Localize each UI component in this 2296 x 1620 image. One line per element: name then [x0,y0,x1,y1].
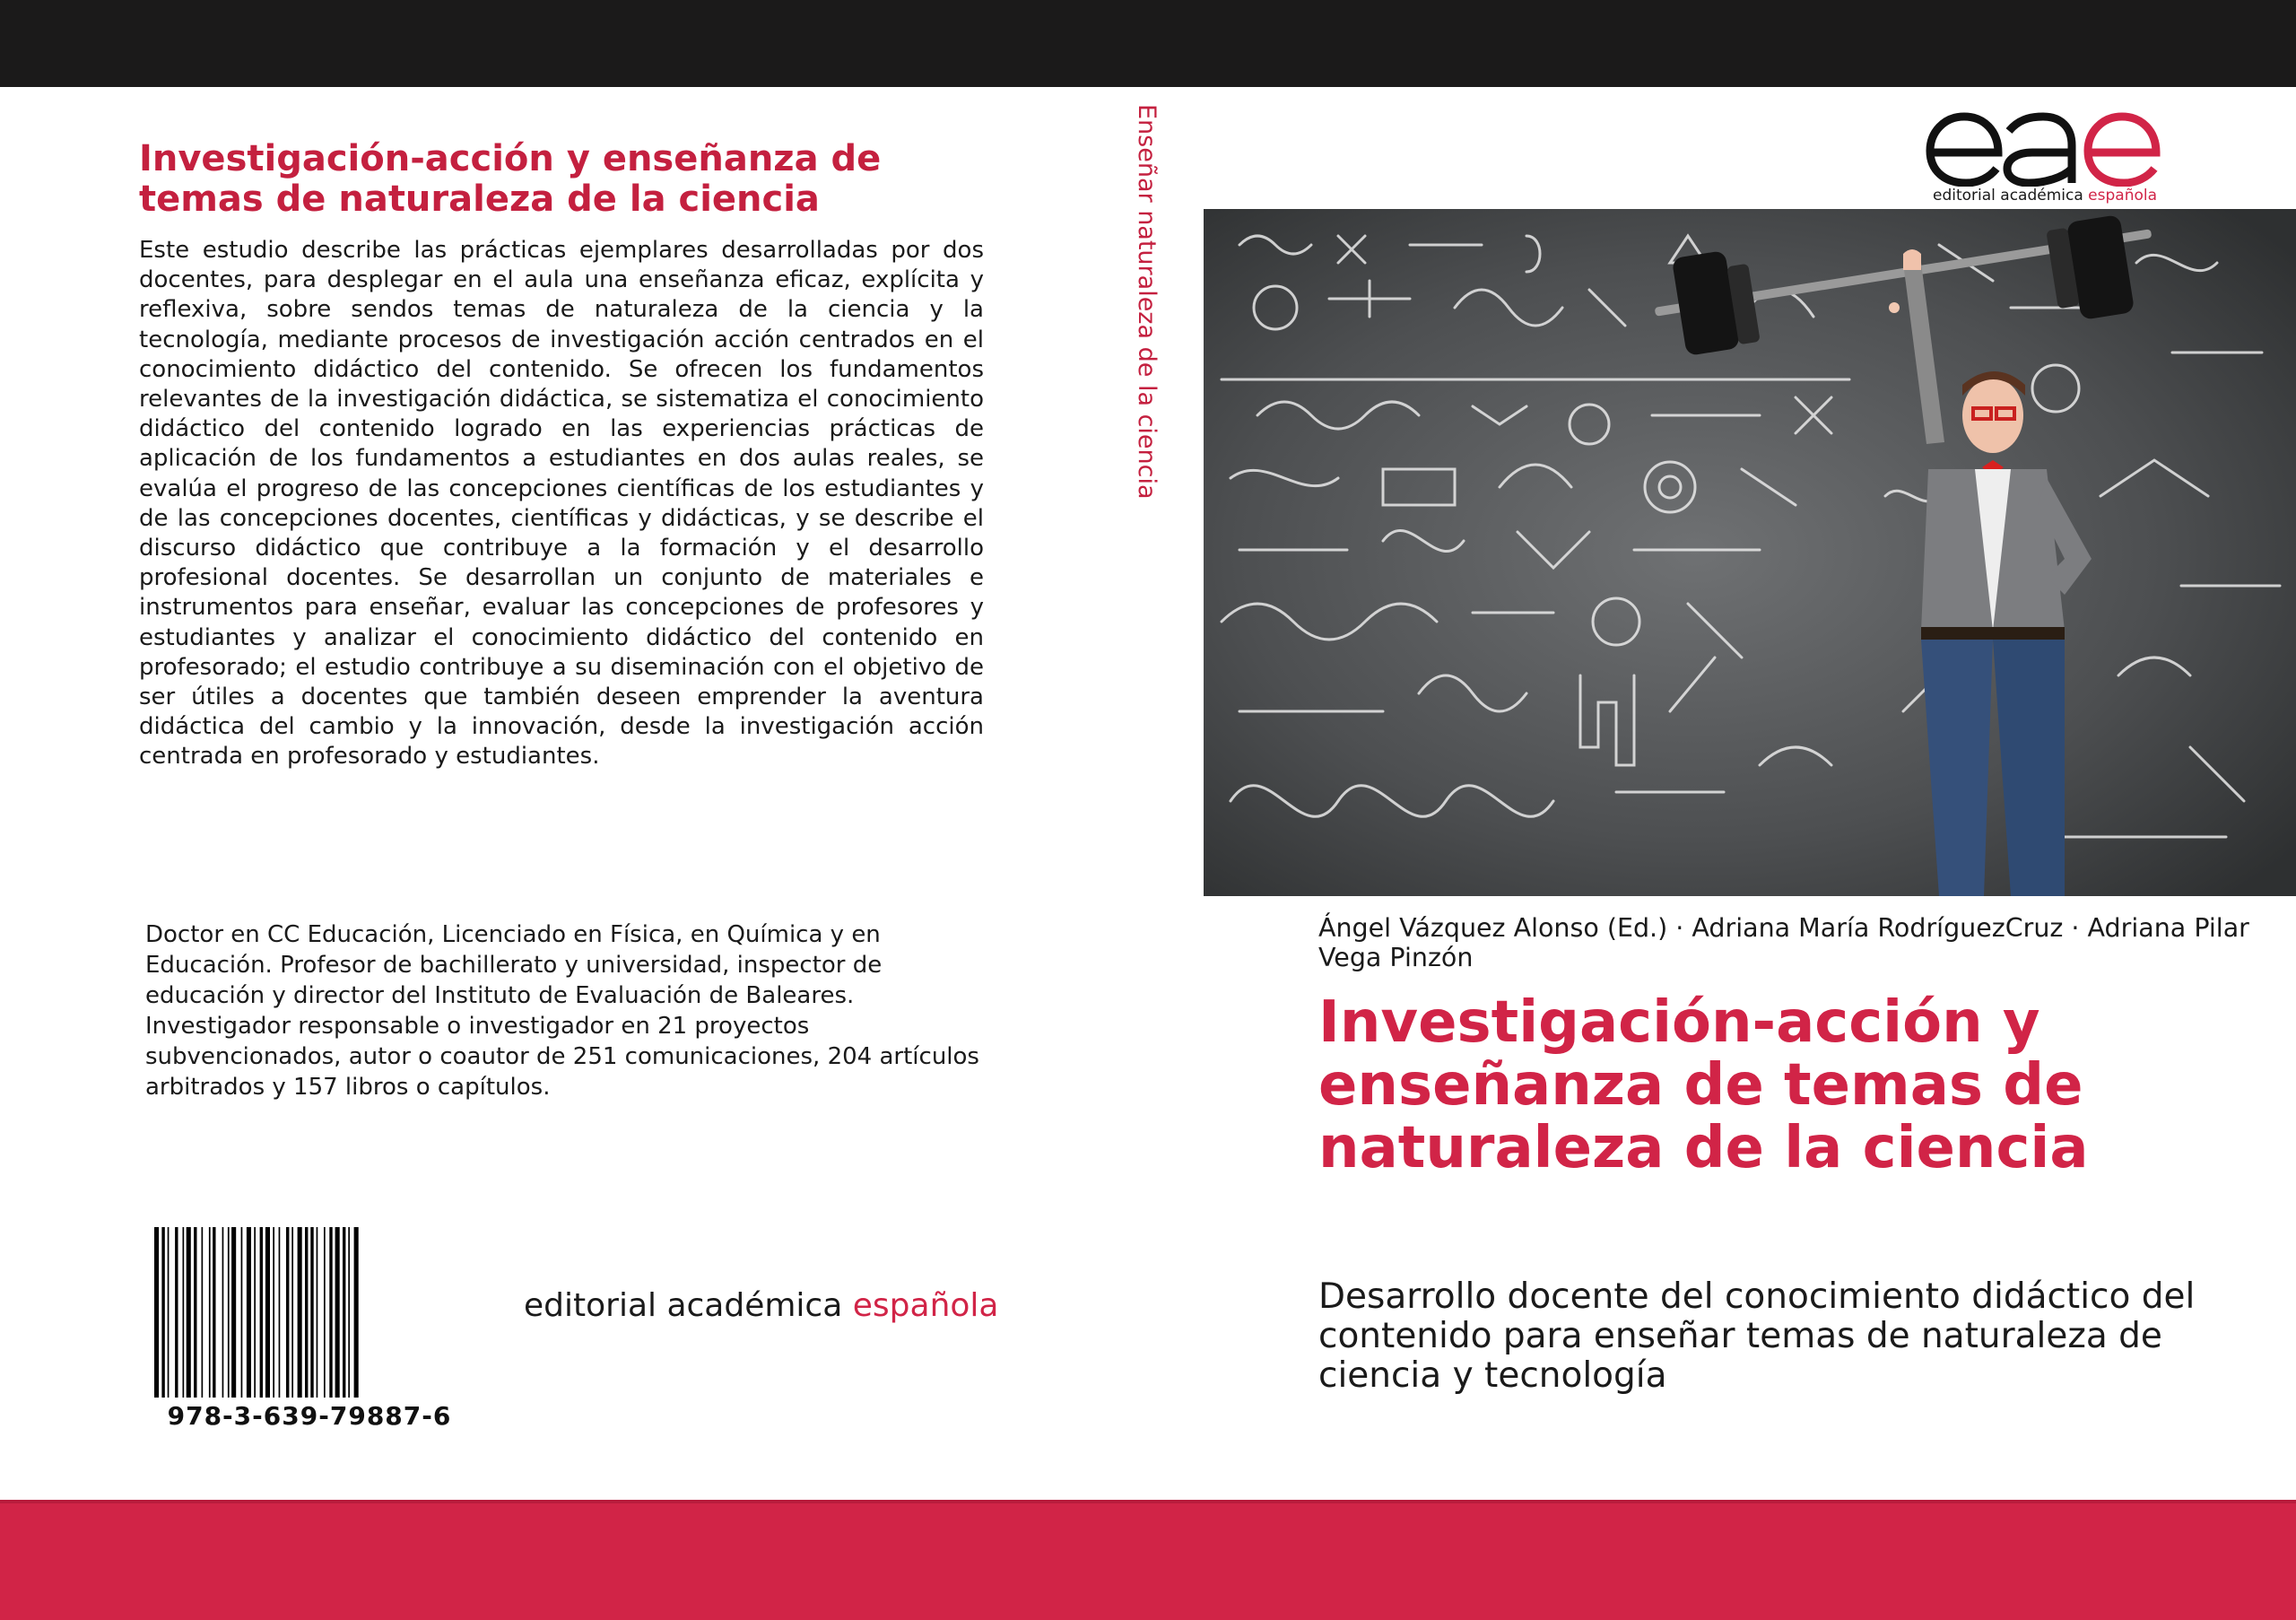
back-publisher-main: editorial académica [524,1287,843,1324]
spine-title: Enseñar naturaleza de la ciencia [1133,104,1161,500]
cover-photo-weightlifter-chalkboard [1204,209,2296,896]
back-cover-title: Investigación-acción y enseñanza de temas de naturaleza de la ciencia [139,138,882,220]
isbn-number: 978-3-639-79887-6 [167,1401,452,1431]
logo-text-accent: española [2088,187,2158,205]
top-band [0,0,2296,87]
eae-logo-mark [1919,106,2170,187]
back-publisher-name [524,1287,998,1324]
back-cover-blurb: Este estudio describe las prácticas ejemplares desarrolladas por dos docentes, para desplegar en el aula una enseñanza eficaz, explícita y reflexiva, sobre sendos temas de naturaleza de la ciencia y la tecnología, mediante procesos de investigación acción centrados en el conocimiento didáctico del contenido. Se ofrecen los fundamentos relevantes de la investigación didáctica, se sistematiza el conocimiento didáctico del contenido logrado en las experiencias prácticas de aplicación de los fundamentos a estudiantes en dos aulas reales, se evalúa el progreso de las concepciones científicas de los estudiantes y de las concepciones docentes, científicas y didácticas, y se describe el discurso didáctico que contribuye a la formación y el desarrollo profesional docentes. Se desarrollan un conjunto de materiales e instrumentos para enseñar, evaluar las concepciones de profesores y estudiantes y analizar el conocimiento didáctico del contenido en profesorado; el estudio contribuye a su diseminación con el objetivo de ser útiles a docentes que también deseen emprender la aventura didáctica del cambio y la innovación, desde la investigación acción centrada en profesorado y estudiantes. [139,237,984,771]
front-authors: Ángel Vázquez Alonso (Ed.) · Adriana María RodríguezCruz · Adriana Pilar Vega Pinzón [1318,913,2249,972]
bottom-band-edge [0,1500,2296,1503]
front-cover-subtitle: Desarrollo docente del conocimiento didáctico del contenido para enseñar temas de naturaleza de ciencia y tecnología [1318,1276,2196,1396]
bottom-band [0,1500,2296,1620]
barcode-image [154,1227,465,1398]
front-cover-title: Investigación-acción y enseñanza de temas de naturaleza de la ciencia [1318,989,2089,1181]
author-bio: Doctor en CC Educación, Licenciado en Física, en Química y en Educación. Profesor de bachillerato y universidad, inspector de educación y director del Instituto de Evaluación de Baleares. Investigador responsable o investigador en 21 proyectos subvencionados, autor o coautor de 251 comunicaciones, 204 artículos arbitrados y 157 libros o capítulos. [145,921,979,1101]
back-publisher-accent: española [852,1287,999,1324]
logo-text-main: editorial académica [1932,187,2083,205]
publisher-logo [1919,106,2170,212]
